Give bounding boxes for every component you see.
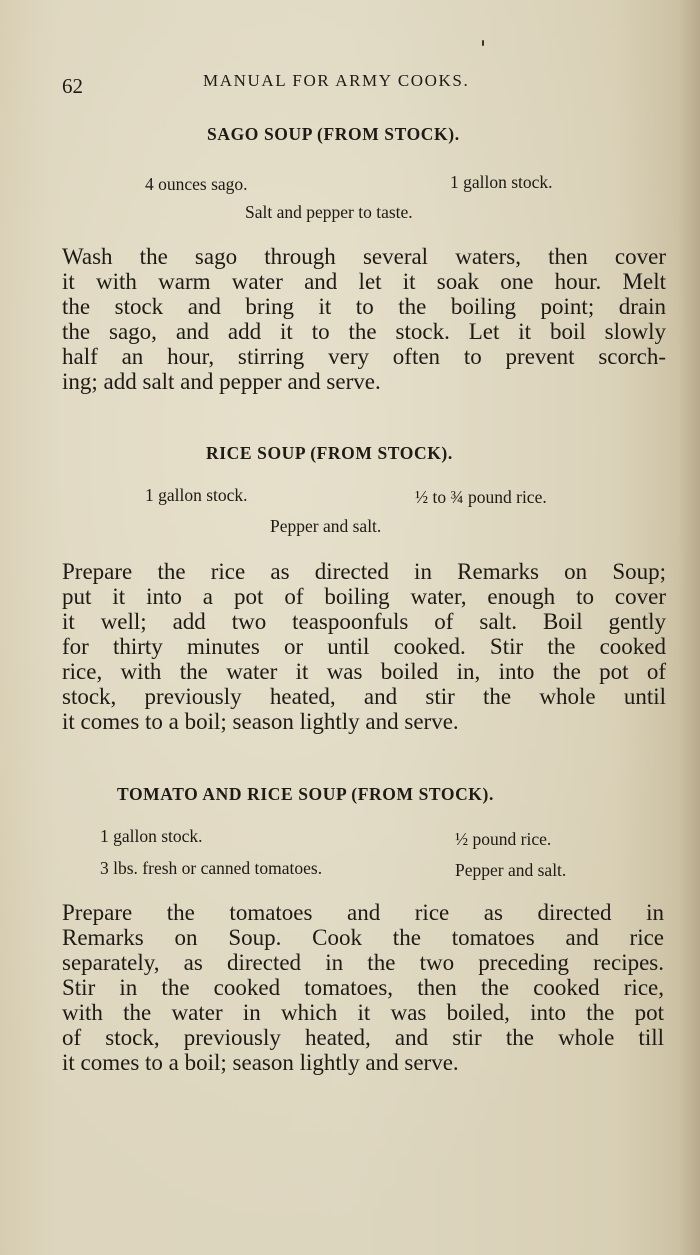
text-line: for thirty minutes or until cooked. Stir the cooked [62,634,666,659]
ink-speck [482,40,484,46]
text-line: Remarks on Soup. Cook the tomatoes and rice [62,925,664,950]
recipe-directions-sago [62,244,666,394]
text-line: ing; add salt and pepper and serve. [62,369,381,394]
ingredient-seasoning: Salt and pepper to taste. [245,202,413,222]
text-line: Prepare the tomatoes and rice as directed in [62,900,664,925]
page-number: 62 [62,74,83,98]
text-line: with the water in which it was boiled, into the pot [62,1000,664,1025]
recipe-directions-rice [62,559,666,734]
ingredient-rice: ½ to ¾ pound rice. [415,487,547,507]
recipe-directions-tomato-rice [62,900,664,1075]
text-line: it with warm water and let it soak one hour. Melt [62,269,666,294]
ingredient-stock: 1 gallon stock. [145,485,248,505]
ingredient-tomatoes: 3 lbs. fresh or canned tomatoes. [100,858,323,878]
text-line: separately, as directed in the two preceding recipes. [62,950,664,975]
running-title: MANUAL FOR ARMY COOKS. [203,71,470,90]
ingredient-stock: 1 gallon stock. [450,172,553,192]
text-line: the stock and bring it to the boiling point; drain [62,294,666,319]
recipe-title-tomato-rice: TOMATO AND RICE SOUP (FROM STOCK). [117,784,494,804]
page-edge-shadow [678,0,700,1255]
ingredient-sago: 4 ounces sago. [145,174,248,194]
ingredient-rice: ½ pound rice. [455,829,552,849]
text-line: Stir in the cooked tomatoes, then the cooked rice, [62,975,664,1000]
text-line: put it into a pot of boiling water, enough to cover [62,584,666,609]
ingredient-seasoning: Pepper and salt. [455,860,567,880]
text-line: the sago, and add it to the stock. Let it boil slowly [62,319,666,344]
text-line: it comes to a boil; season lightly and serve. [62,709,459,734]
text-line: it well; add two teaspoonfuls of salt. Boil gently [62,609,666,634]
recipe-title-sago: SAGO SOUP (FROM STOCK). [207,124,460,144]
text-line: it comes to a boil; season lightly and serve. [62,1050,459,1075]
ingredient-seasoning: Pepper and salt. [270,516,382,536]
ingredient-stock: 1 gallon stock. [100,826,203,846]
text-line: of stock, previously heated, and stir the whole till [62,1025,664,1050]
recipe-title-rice: RICE SOUP (FROM STOCK). [206,443,453,463]
text-line: rice, with the water it was boiled in, into the pot of [62,659,666,684]
text-line: Wash the sago through several waters, then cover [62,244,666,269]
text-line: Prepare the rice as directed in Remarks on Soup; [62,559,666,584]
text-line: half an hour, stirring very often to prevent scorch- [62,344,666,369]
text-line: stock, previously heated, and stir the whole until [62,684,666,709]
